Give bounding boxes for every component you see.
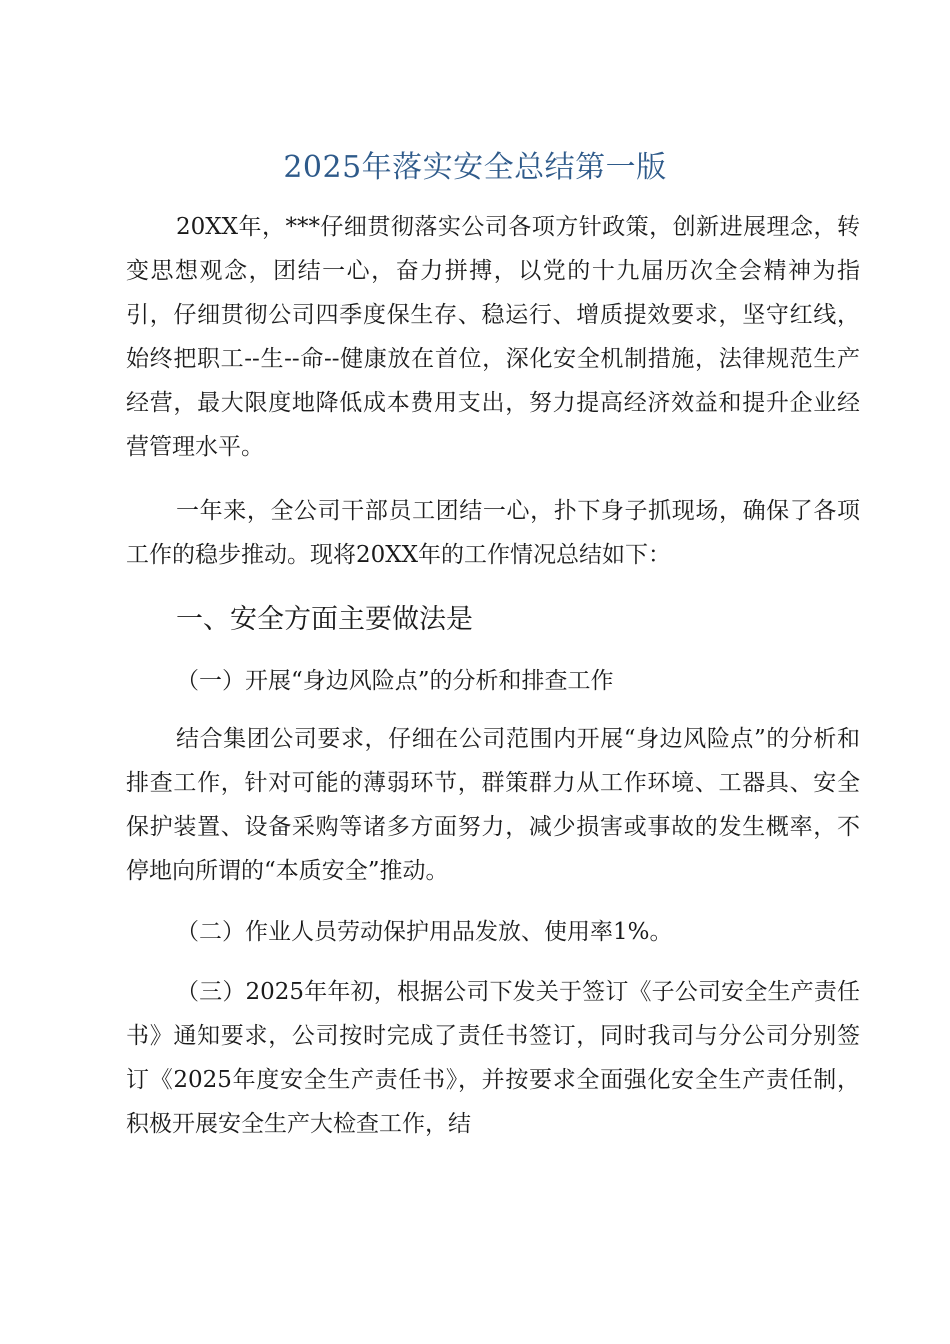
subheading-protective-equipment: （二）作业人员劳动保护用品发放、使用率1%。 xyxy=(176,919,673,945)
responsibility-paragraph: （三）2025年年初，根据公司下发关于签订《子公司安全生产责任书》通知要求，公司按时完成了责任书签订，同时我司与分公司分别签订《2025年度安全生产责任书》，并按要求全面强化安全生产责任制，积极开展安全生产大检查工作，结 xyxy=(126,979,860,1137)
subheading-risk-points: （一）开展“身边风险点”的分析和排查工作 xyxy=(176,668,614,694)
document-title: 2025年落实安全总结第一版 xyxy=(283,150,667,185)
intro-paragraph: 20XX年，***仔细贯彻落实公司各项方针政策，创新进展理念，转变思想观念，团结一心，奋力拼搏，以党的十九届历次全会精神为指引，仔细贯彻公司四季度保生存、稳运行、增质提效要求，坚守红线，始终把职工--生--命--健康放在首位，深化安全机制措施，法律规范生产经营，最大限度地降低成本费用支出，努力提高经济效益和提升企业经营管理水平。 xyxy=(126,214,860,460)
section-heading-safety: 一、安全方面主要做法是 xyxy=(176,604,473,635)
risk-points-paragraph: 结合集团公司要求，仔细在公司范围内开展“身边风险点”的分析和排查工作，针对可能的薄弱环节，群策群力从工作环境、工器具、安全保护装置、设备采购等诸多方面努力，减少损害或事故的发生概率，不停地向所谓的“本质安全”推动。 xyxy=(126,726,860,884)
summary-paragraph: 一年来，全公司干部员工团结一心，扑下身子抓现场，确保了各项工作的稳步推动。现将20XX年的工作情况总结如下： xyxy=(126,498,860,568)
